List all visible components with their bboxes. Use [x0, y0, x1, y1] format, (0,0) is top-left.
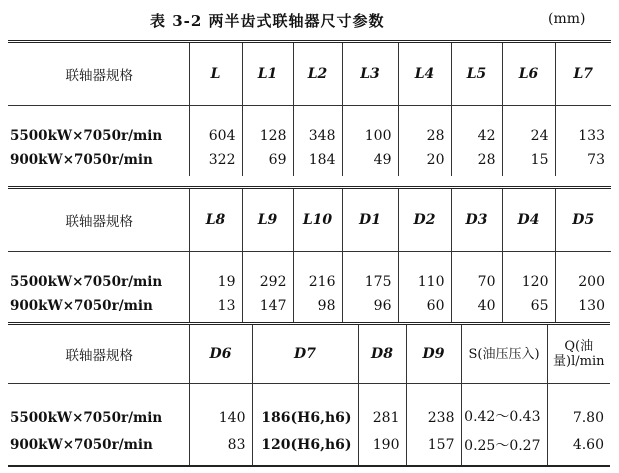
table-row: [8, 290, 611, 322]
table-row: [8, 384, 610, 426]
table-cell: 128: [242, 106, 293, 144]
table-cell: 120: [502, 252, 555, 290]
table-cell: 0.25～0.27: [461, 426, 547, 466]
column-header: L10: [293, 188, 342, 252]
table-cell: 184: [293, 144, 342, 176]
column-header: L9: [242, 188, 293, 252]
header-row: [8, 324, 610, 384]
table-cell: 157: [406, 426, 461, 466]
table-cell: 322: [189, 144, 242, 176]
table-cell: 110: [398, 252, 451, 290]
table-cell: 147: [242, 290, 293, 322]
column-header: D6: [189, 324, 252, 384]
column-header: D3: [451, 188, 502, 252]
table-row: [8, 144, 611, 176]
table-cell: 140: [189, 384, 252, 426]
row-label: 5500kW×7050r/min: [10, 409, 163, 426]
table-cell: 15: [502, 144, 555, 176]
table-cell: 238: [406, 384, 461, 426]
column-header: L2: [293, 42, 342, 106]
column-header: 联轴器规格: [65, 214, 133, 230]
table-cell: 100: [342, 106, 398, 144]
table-cell: 0.42～0.43: [461, 384, 547, 426]
header-row: [8, 188, 611, 252]
table-cell: 49: [342, 144, 398, 176]
table-cell: 13: [189, 290, 242, 322]
column-header: Q(油量)l/min: [547, 324, 610, 384]
table-cell: 348: [293, 106, 342, 144]
table-cell: 7.80: [547, 384, 610, 426]
dimension-table-1: [8, 40, 611, 176]
table-row: [8, 106, 611, 144]
column-header: 联轴器规格: [65, 348, 133, 364]
table-cell: 186(H6,h6): [252, 384, 358, 426]
table-cell: 24: [502, 106, 555, 144]
row-label: 5500kW×7050r/min: [10, 273, 163, 290]
row-label: 900kW×7050r/min: [10, 437, 153, 453]
table-cell: 28: [398, 106, 451, 144]
column-header: L8: [189, 188, 242, 252]
table-cell: 120(H6,h6): [252, 426, 358, 466]
table-row: [8, 252, 611, 290]
table-row: [8, 426, 610, 466]
table-cell: 190: [358, 426, 406, 466]
column-header: L: [189, 42, 242, 106]
table-cell: 96: [342, 290, 398, 322]
column-header: D8: [358, 324, 406, 384]
table-cell: 60: [398, 290, 451, 322]
column-header: L5: [451, 42, 502, 106]
header-row: [8, 42, 611, 106]
table-cell: 73: [555, 144, 611, 176]
table-cell: 70: [451, 252, 502, 290]
table-cell: 292: [242, 252, 293, 290]
table-cell: 216: [293, 252, 342, 290]
column-header: L3: [342, 42, 398, 106]
column-header: D5: [555, 188, 611, 252]
table-cell: 133: [555, 106, 611, 144]
dimension-table-3: [8, 322, 610, 467]
table-title: 表 3-2 两半齿式联轴器尺寸参数: [150, 12, 385, 30]
table-cell: 83: [189, 426, 252, 466]
column-header: L7: [555, 42, 611, 106]
table-cell: 130: [555, 290, 611, 322]
column-header: D9: [406, 324, 461, 384]
dimension-table-2: [8, 186, 611, 322]
column-header: 联轴器规格: [65, 68, 133, 84]
column-header: L1: [242, 42, 293, 106]
column-header: L4: [398, 42, 451, 106]
table-cell: 65: [502, 290, 555, 322]
table-cell: 42: [451, 106, 502, 144]
column-header: L6: [502, 42, 555, 106]
column-header: D4: [502, 188, 555, 252]
row-label: 900kW×7050r/min: [10, 297, 153, 314]
table-cell: 19: [189, 252, 242, 290]
table-cell: 604: [189, 106, 242, 144]
column-header: D1: [342, 188, 398, 252]
column-header: D7: [252, 324, 358, 384]
row-label: 5500kW×7050r/min: [10, 127, 163, 144]
column-header: S(油压压入): [461, 324, 547, 384]
table-cell: 175: [342, 252, 398, 290]
table-cell: 40: [451, 290, 502, 322]
table-cell: 69: [242, 144, 293, 176]
table-cell: 200: [555, 252, 611, 290]
table-cell: 4.60: [547, 426, 610, 466]
unit-label: (mm): [548, 11, 586, 27]
table-cell: 98: [293, 290, 342, 322]
table-cell: 281: [358, 384, 406, 426]
column-header: D2: [398, 188, 451, 252]
table-cell: 28: [451, 144, 502, 176]
row-label: 900kW×7050r/min: [10, 151, 153, 168]
table-cell: 20: [398, 144, 451, 176]
